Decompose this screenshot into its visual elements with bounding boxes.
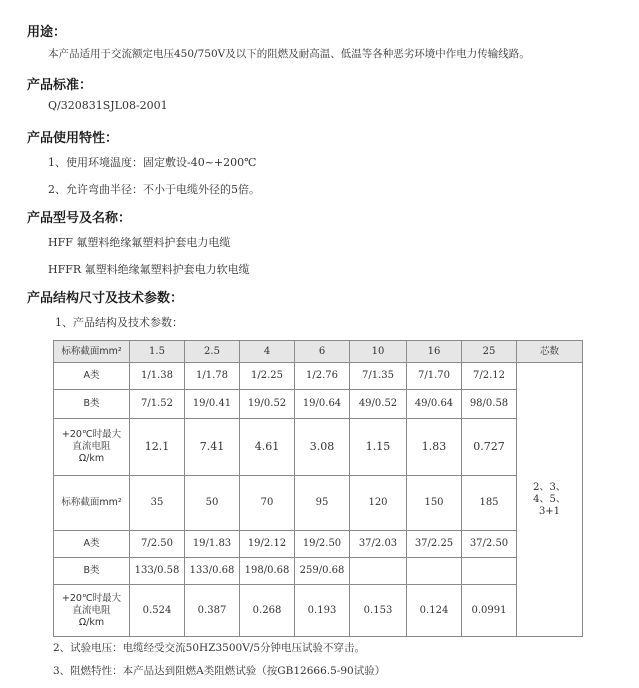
table-cell: 7/1.35: [350, 363, 407, 390]
resistance-label-line: Ω/km: [78, 616, 105, 628]
header-cell: 2.5: [185, 341, 240, 363]
table-cell: 1/1.78: [185, 363, 240, 390]
characteristic-item-bending: 2、允许弯曲半径：不小于电缆外径的5倍。: [48, 183, 260, 196]
table-cell: 19/1.83: [185, 531, 240, 558]
table-cell: 133/0.68: [185, 558, 240, 585]
cores-cell: [517, 363, 583, 637]
table-cell: 0.268: [240, 585, 295, 637]
table-cell: 185: [462, 476, 517, 531]
row-label-b: B类: [54, 390, 130, 419]
table-cell: 0.524: [130, 585, 185, 637]
resistance-label-line: +20℃时最大: [61, 429, 122, 440]
usage-text: 本产品适用于交流额定电压450/750V及以下的阻燃及耐高温、低温等各种恶劣环境中作电力传输线路。: [48, 48, 530, 60]
header-cell: 25: [462, 341, 517, 363]
characteristics-heading: 产品使用特性：: [27, 131, 119, 146]
table-cell: 259/0.68: [295, 558, 350, 585]
structure-heading: 产品结构尺寸及技术参数：: [27, 291, 184, 306]
table-cell: 19/2.12: [240, 531, 295, 558]
table-row: [54, 476, 583, 531]
header-cell: 6: [295, 341, 350, 363]
table-row: [54, 558, 583, 585]
table-cell: 1.15: [350, 419, 407, 476]
table-cell: 150: [407, 476, 462, 531]
table-cell: 95: [295, 476, 350, 531]
table-cell: 0.124: [407, 585, 462, 637]
resistance-label-line: Ω/km: [78, 453, 105, 464]
table-cell: 0.387: [185, 585, 240, 637]
table-cell: 12.1: [130, 419, 185, 476]
table-cell: 120: [350, 476, 407, 531]
table-cell: 37/2.50: [462, 531, 517, 558]
table-cell: 1/1.38: [130, 363, 185, 390]
spec-table: [53, 340, 583, 637]
table-header-row: [54, 341, 583, 363]
table-cell: 19/0.52: [240, 390, 295, 419]
table-cell: 49/0.64: [407, 390, 462, 419]
table-cell: [350, 558, 407, 585]
row-label-a: A类: [54, 531, 130, 558]
structure-subtitle: 1、产品结构及技术参数：: [55, 316, 183, 329]
table-cell: 3.08: [295, 419, 350, 476]
table-cell: 1/2.76: [295, 363, 350, 390]
header-cell: 10: [350, 341, 407, 363]
table-cell: 7/1.70: [407, 363, 462, 390]
row-label-resistance: [54, 419, 130, 476]
table-cell: 198/0.68: [240, 558, 295, 585]
table-cell: 35: [130, 476, 185, 531]
table-cell: 19/2.50: [295, 531, 350, 558]
table-cell: 49/0.52: [350, 390, 407, 419]
model-item-hffr: HFFR 氟塑料绝缘氟塑料护套电力软电缆: [48, 263, 250, 276]
header-cell: 1.5: [130, 341, 185, 363]
table-cell: [462, 558, 517, 585]
table-row: [54, 531, 583, 558]
cores-line: 3+1: [538, 505, 561, 517]
resistance-label-line: 直流电阻: [72, 441, 111, 452]
table-cell: 7.41: [185, 419, 240, 476]
table-cell: 0.193: [295, 585, 350, 637]
table-cell: 19/0.41: [185, 390, 240, 419]
table-row: [54, 363, 583, 390]
table-cell: 4.61: [240, 419, 295, 476]
header-cell: 4: [240, 341, 295, 363]
table-cell: 7/2.12: [462, 363, 517, 390]
characteristic-item-temperature: 1、使用环境温度：固定敷设-40~+200℃: [48, 156, 257, 169]
row-label-section: 标称截面mm²: [54, 476, 130, 531]
table-cell: 1/2.25: [240, 363, 295, 390]
table-row: [54, 419, 583, 476]
table-cell: 133/0.58: [130, 558, 185, 585]
resistance-label-line: +20℃时最大: [61, 592, 122, 604]
footer-note-test-voltage: 2、试验电压：电缆经受交流50HZ3500V/5分钟电压试验不穿击。: [53, 642, 366, 654]
models-heading: 产品型号及名称：: [27, 211, 132, 226]
table-cell: 0.727: [462, 419, 517, 476]
model-item-hff: HFF 氟塑料绝缘氟塑料护套电力电缆: [48, 236, 231, 249]
cores-line: 4、5、: [533, 493, 566, 505]
table-cell: 98/0.58: [462, 390, 517, 419]
usage-heading: 用途：: [27, 25, 67, 40]
table-cell: 37/2.03: [350, 531, 407, 558]
header-cell-cores: 芯数: [517, 341, 583, 363]
row-label-a: A类: [54, 363, 130, 390]
header-cell-section: 标称截面mm²: [54, 341, 130, 363]
standard-text: Q/320831SJL08-2001: [48, 99, 168, 112]
table-cell: 19/0.64: [295, 390, 350, 419]
row-label-b: B类: [54, 558, 130, 585]
row-label-resistance: [54, 585, 130, 637]
table-cell: 0.0991: [462, 585, 517, 637]
table-cell: 50: [185, 476, 240, 531]
table-cell: 0.153: [350, 585, 407, 637]
table-cell: 7/1.52: [130, 390, 185, 419]
header-cell: 16: [407, 341, 462, 363]
standard-heading: 产品标准：: [27, 78, 93, 93]
table-cell: 1.83: [407, 419, 462, 476]
table-cell: [407, 558, 462, 585]
resistance-label-line: 直流电阻: [72, 604, 111, 616]
table-cell: 37/2.25: [407, 531, 462, 558]
table-row: [54, 585, 583, 637]
table-row: [54, 390, 583, 419]
footer-note-flame-retardant: 3、阻燃特性：本产品达到阻燃A类阻燃试验（按GB12666.5-90试验）: [53, 665, 386, 677]
table-cell: 70: [240, 476, 295, 531]
cores-line: 2、3、: [533, 481, 566, 493]
table-cell: 7/2.50: [130, 531, 185, 558]
